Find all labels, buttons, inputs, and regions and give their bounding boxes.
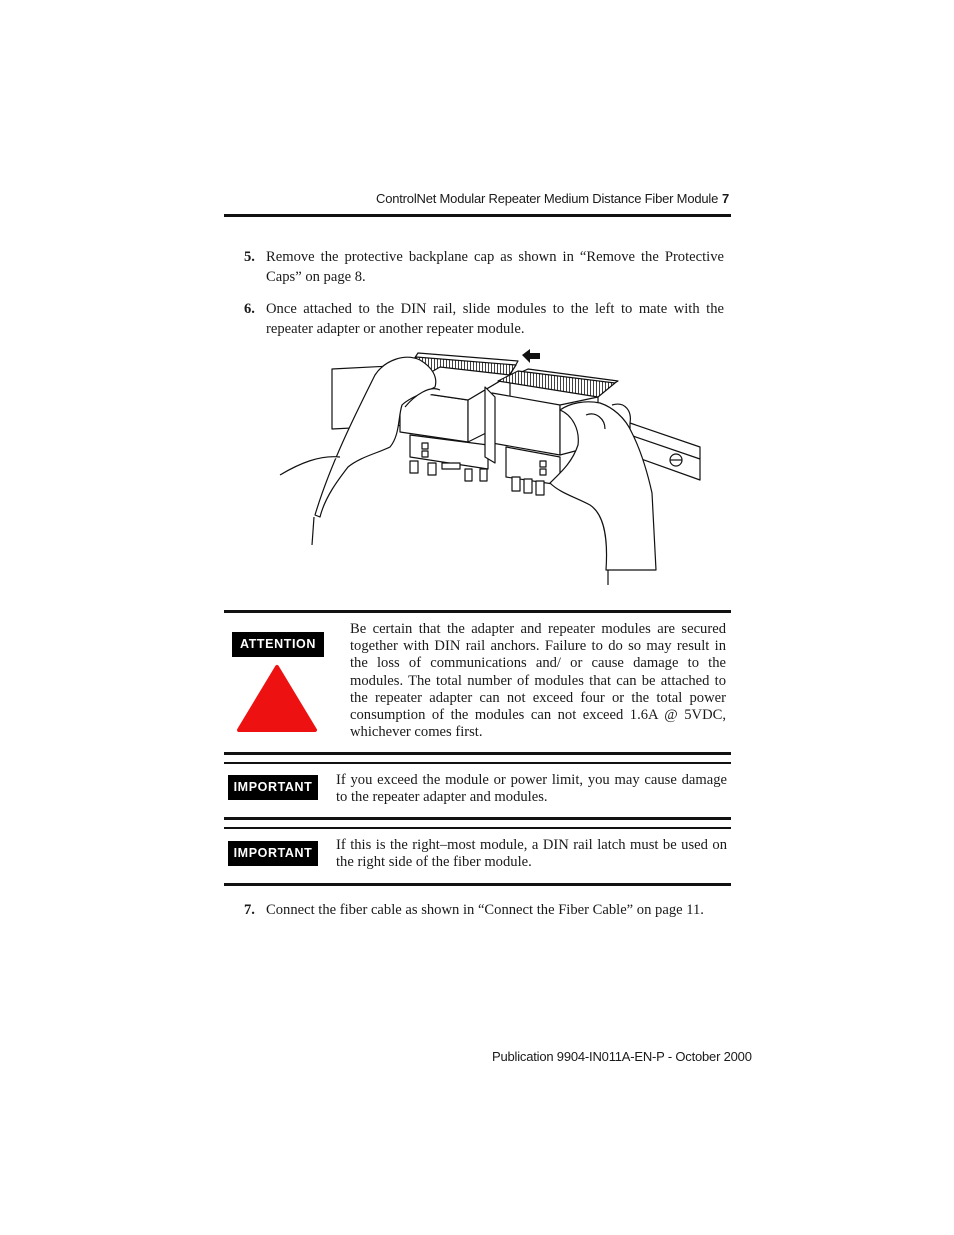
running-header-title: ControlNet Modular Repeater Medium Distance Fiber Module	[376, 191, 719, 206]
attention-top-rule	[224, 610, 731, 613]
important-badge: IMPORTANT	[228, 775, 318, 800]
important-text: If this is the right–most module, a DIN rail latch must be used on the right side of the fiber module.	[336, 837, 727, 871]
right-module-face	[492, 393, 560, 455]
header-rule	[224, 214, 731, 217]
step-6	[244, 299, 724, 339]
step-number: 5.	[244, 249, 255, 265]
publication-footer: Publication 9904-IN011A-EN-P - October 2000	[492, 1049, 752, 1064]
attention-bottom-rule	[224, 752, 731, 755]
important-2-top-rule	[224, 827, 731, 829]
slide-left-arrow-icon	[522, 349, 540, 363]
attention-text: Be certain that the adapter and repeater modules are secured together with DIN rail anchors. Failure to do so may result in the loss of communications and/ or cause damage to the modules. The total number of modules that can be attached to the repeater adapter can not exceed four or the total power consumption of the modules can not exceed 1.6A @ 5VDC, whichever comes first.	[350, 621, 726, 741]
step-text: Remove the protective backplane cap as shown in “Remove the Protective Caps” on page 8.	[266, 249, 724, 285]
important-1-top-rule	[224, 762, 731, 764]
step-number: 7.	[244, 902, 255, 918]
important-text: If you exceed the module or power limit, you may cause damage to the repeater adapter and modules.	[336, 772, 727, 806]
step-5	[244, 247, 724, 287]
important-2-bottom-rule	[224, 883, 731, 886]
step-number: 6.	[244, 301, 255, 317]
step-7	[244, 900, 724, 920]
important-1-bottom-rule	[224, 817, 731, 820]
attention-badge: ATTENTION	[232, 632, 324, 657]
warning-triangle-icon	[236, 664, 318, 734]
page-number: 7	[722, 191, 730, 206]
important-badge: IMPORTANT	[228, 841, 318, 866]
step-text: Connect the fiber cable as shown in “Connect the Fiber Cable” on page 11.	[266, 902, 704, 918]
hands-sliding-modules-on-din-rail-illustration	[260, 345, 710, 590]
step-text: Once attached to the DIN rail, slide modules to the left to mate with the repeater adapter or another repeater module.	[266, 301, 724, 337]
